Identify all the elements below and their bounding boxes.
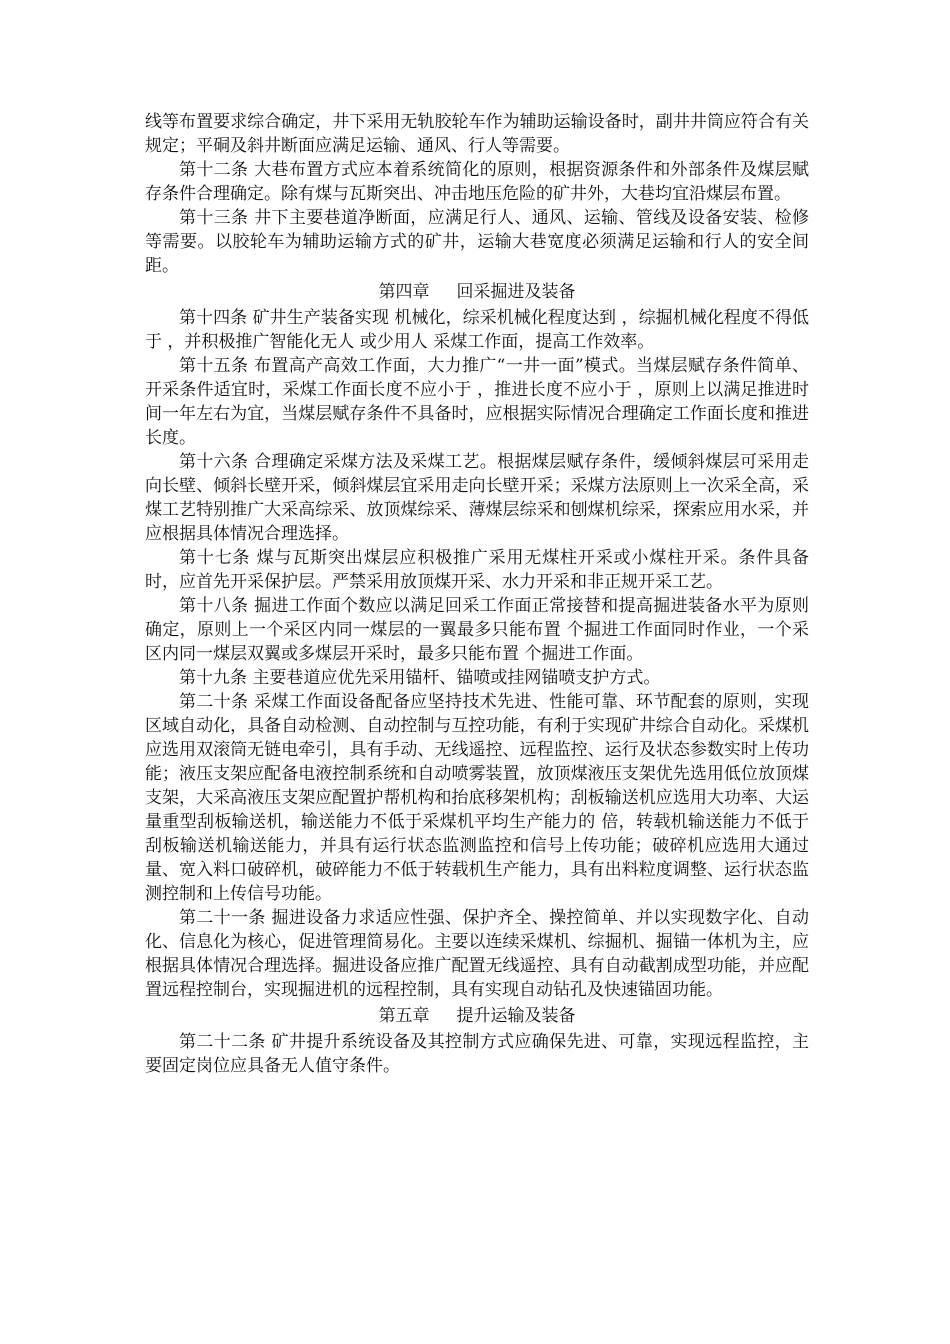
article-15: 第十五条 布置高产高效工作面，大力推广“一井一面”模式。当煤层赋存条件简单、开采条件适宜时，采煤工作面长度不应小于 ，推进长度不应小于 ，原则上以满足推进时间一年左右为宜，当煤层赋存条件不具备时，应根据实际情况合理确定工作面长度和推进长度。 (145, 356, 809, 448)
document-page (145, 110, 809, 1078)
paragraph-continuation: 线等布置要求综合确定，井下采用无轨胶轮车作为辅助运输设备时，副井井筒应符合有关规定；平硐及斜井断面应满足运输、通风、行人等需要。 (145, 112, 809, 156)
article-20: 第二十条 采煤工作面设备配备应坚持技术先进、性能可靠、环节配套的原则，实现区域自动化，具备自动检测、自动控制与互控功能，有利于实现矿井综合自动化。采煤机应选用双滚筒无链电牵引，具有手动、无线遥控、远程监控、运行及状态参数实时上传功能；液压支架应配备电液控制系统和自动喷雾装置，放顶煤液压支架优先选用低位放顶煤支架，大采高液压支架应配置护帮机构和抬底移架机构；刮板输送机应选用大功率、大运量重型刮板输送机，输送能力不低于采煤机平均生产能力的 倍，转载机输送能力不低于刮板输送机输送能力，并具有运行状态监测监控和信号上传功能；破碎机应选用大通过量、宽入料口破碎机，破碎能力不低于转载机生产能力，具有出料粒度调整、运行状态监测控制和上传信号功能。 (145, 692, 809, 904)
article-16: 第十六条 合理确定采煤方法及采煤工艺。根据煤层赋存条件，缓倾斜煤层可采用走向长壁、倾斜长壁开采，倾斜煤层宜采用走向长壁开采；采煤方法原则上一次采全高，采煤工艺特别推广大采高综采、放顶煤综采、薄煤层综采和刨煤机综采，探索应用水采，并应根据具体情况合理选择。 (145, 452, 809, 544)
chapter-5-heading: 第五章 提升运输及装备 (378, 1006, 576, 1026)
article-18: 第十八条 掘进工作面个数应以满足回采工作面正常接替和提高掘进装备水平为原则确定，原则上一个采区内同一煤层的一翼最多只能布置 个掘进工作面同时作业，一个采区内同一煤层双翼或多煤层开采时，最多只能布置 个掘进工作面。 (145, 596, 809, 664)
article-19: 第十九条 主要巷道应优先采用锚杆、锚喷或挂网锚喷支护方式。 (179, 668, 661, 688)
article-12: 第十二条 大巷布置方式应本着系统简化的原则，根据资源条件和外部条件及煤层赋存条件合理确定。除有煤与瓦斯突出、冲击地压危险的矿井外，大巷均宜沿煤层布置。 (145, 160, 809, 204)
article-13: 第十三条 井下主要巷道净断面，应满足行人、通风、运输、管线及设备安装、检修等需要。以胶轮车为辅助运输方式的矿井，运输大巷宽度必须满足运输和行人的安全间距。 (145, 208, 809, 276)
article-14: 第十四条 矿井生产装备实现 机械化，综采机械化程度达到 ，综掘机械化程度不得低于 ，并积极推广智能化无人 或少用人 采煤工作面，提高工作效率。 (145, 308, 809, 352)
article-17: 第十七条 煤与瓦斯突出煤层应积极推广采用无煤柱开采或小煤柱开采。条件具备时，应首先开采保护层。严禁采用放顶煤开采、水力开采和非正规开采工艺。 (145, 548, 809, 592)
article-22: 第二十二条 矿井提升系统设备及其控制方式应确保先进、可靠，实现远程监控，主要固定岗位应具备无人值守条件。 (145, 1032, 809, 1076)
article-21: 第二十一条 掘进设备力求适应性强、保护齐全、操控简单、并以实现数字化、自动化、信息化为核心，促进管理简易化。主要以连续采煤机、综掘机、掘锚一体机为主，应根据具体情况合理选择。掘进设备应推广配置无线遥控、具有自动截割成型功能，并应配置远程控制台，实现掘进机的远程控制，具有实现自动钻孔及快速锚固功能。 (145, 908, 809, 1000)
chapter-4-heading: 第四章 回采掘进及装备 (378, 282, 576, 302)
